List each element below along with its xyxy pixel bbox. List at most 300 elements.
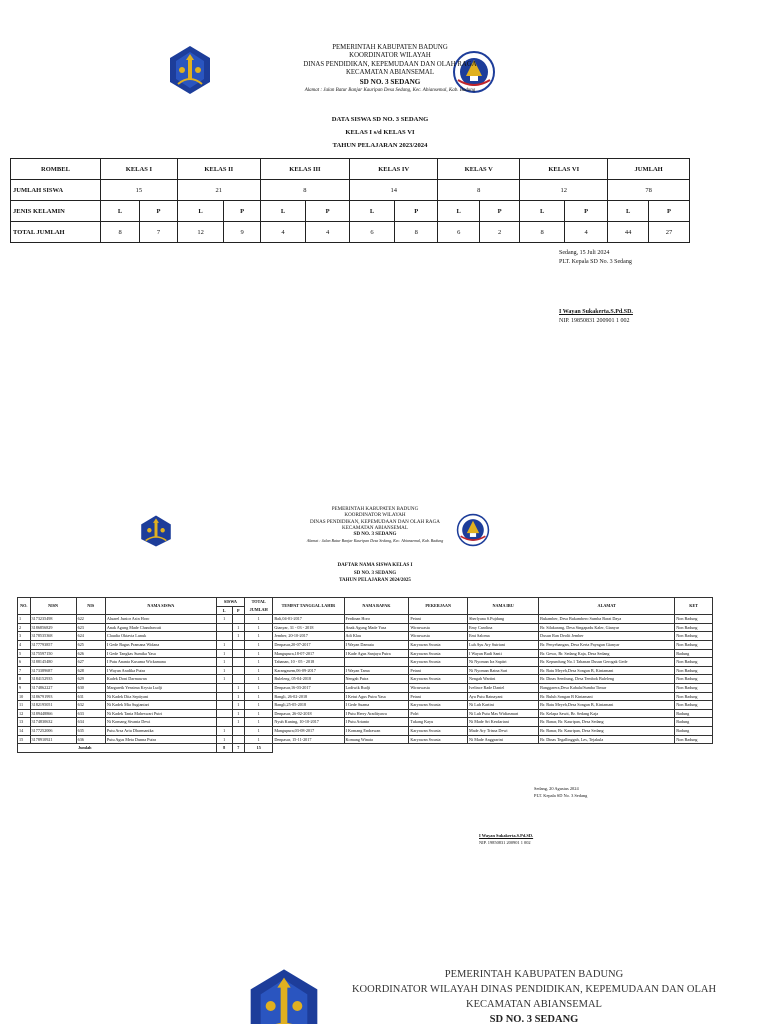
col-nama: NAMA SISWA	[105, 598, 216, 615]
total-cell: 7	[140, 222, 178, 243]
total-cell: 8	[395, 222, 438, 243]
row-nisn: 3177793857	[30, 640, 76, 649]
col-l: L	[216, 606, 232, 615]
row-pekerjaan: Karyawan Swasta	[409, 675, 468, 684]
row-ket: Badung	[675, 718, 713, 727]
row-nis: 632	[76, 701, 105, 710]
row-ttl: Karangasem,06-09-2017	[273, 666, 344, 675]
row-nama: I Putu Ananta Kusuma Wickamana	[105, 658, 216, 667]
row-p: 1	[232, 623, 245, 632]
p-cell: P	[649, 201, 690, 222]
row-l: 1	[216, 726, 232, 735]
jumlah-cell: 8	[438, 180, 520, 201]
row-bapak: Komang Winata	[344, 735, 409, 744]
row-no: 10	[18, 692, 31, 701]
sign-date: Sedang, 15 Juli 2024	[559, 250, 610, 256]
summary-title-line1: DATA SISWA SD NO. 3 SEDANG	[331, 116, 429, 123]
col-total: TOTAL	[245, 598, 273, 606]
jumlah-cell: 78	[608, 180, 690, 201]
header2-kecamatan: KECAMATAN ABIANSEMAL	[342, 525, 408, 532]
summary-title-line3: TAHUN PELAJARAN 2023/2024	[332, 142, 428, 149]
p-cell: P	[140, 201, 178, 222]
row-no: 15	[18, 735, 31, 744]
jumlah-cell: 15	[101, 180, 178, 201]
row-no: 14	[18, 726, 31, 735]
row-nis: 635	[76, 726, 105, 735]
row-no: 6	[18, 658, 31, 667]
header2-address: Alamat : Jalan Batur Banjar Kauripan Desa Sedang, Kec. Abiansemal, Kab. Badung	[306, 537, 444, 543]
row-ttl: Denpasar, 26-02-2018	[273, 709, 344, 718]
row-nama: Ni Kadek Dita Septiyani	[105, 692, 216, 701]
col-ttl: TEMPAT TANGGAL LAHIR	[273, 598, 344, 615]
row-nisn: 3174862227	[30, 683, 76, 692]
row-no: 12	[18, 709, 31, 718]
row-ibu: Ni Luh Putu Mas Widiasmari	[468, 709, 539, 718]
table-row	[18, 692, 713, 701]
row-ttl: Tabanan, 10 - 05 - 2018	[273, 658, 344, 667]
row-l: 1	[216, 675, 232, 684]
row-nisn: 3178535368	[30, 632, 76, 641]
row-ket: Non Badung	[675, 666, 713, 675]
p-cell: P	[395, 201, 438, 222]
row-nama: Aluarel Junior Asin Horo	[105, 615, 216, 624]
l-cell: L	[177, 201, 224, 222]
total-cell: 6	[350, 222, 395, 243]
row-nis: 626	[76, 649, 105, 658]
table-row	[18, 718, 713, 727]
col-no: NO.	[18, 598, 31, 615]
row-p	[232, 649, 245, 658]
table-row	[18, 701, 713, 710]
table-row	[18, 726, 713, 735]
row-nis: 634	[76, 718, 105, 727]
row-pekerjaan: Wiraswasta	[409, 632, 468, 641]
total-cell: 9	[224, 222, 260, 243]
table-row	[18, 683, 713, 692]
row-l: 1	[216, 666, 232, 675]
row-bapak: I Ketut Agus Putra Yasa	[344, 692, 409, 701]
row-alamat: Br. Buluh Songan B Kintamani	[539, 692, 675, 701]
footer-empty	[273, 744, 713, 753]
row-ket: Non Badung	[675, 658, 713, 667]
row-jumlah: 1	[245, 726, 273, 735]
row-nama: Ni Kadek Tania Maheswari Putri	[105, 709, 216, 718]
total-cell: 4	[306, 222, 350, 243]
row-p: 1	[232, 683, 245, 692]
row-alamat: Br. Banar, Br. Kauripan, Desa Sedang	[539, 718, 675, 727]
jumlah-label: JUMLAH SISWA	[11, 180, 101, 201]
row-pekerjaan: Karyawan Swasta	[409, 726, 468, 735]
row-ket: Non Badung	[675, 692, 713, 701]
row-nisn: 3173389687	[30, 666, 76, 675]
row-ibu: Made Ary Trisna Dewi	[468, 726, 539, 735]
row-no: 7	[18, 666, 31, 675]
row-jumlah: 1	[245, 718, 273, 727]
row-nisn: 3186791993	[30, 692, 76, 701]
row-alamat: Br. Batu Meyeh,Desa Songan B, Kintamani	[539, 701, 675, 710]
rombel-label: ROMBEL	[11, 159, 101, 180]
table-row	[18, 640, 713, 649]
col-nisn: NISN	[30, 598, 76, 615]
row-ttl: Mangupura,18-07-2017	[273, 649, 344, 658]
col-pekerjaan: PEKERJAAN	[409, 598, 468, 615]
l-cell: L	[101, 201, 140, 222]
row-pekerjaan: Karyawan Swasta	[409, 701, 468, 710]
row-nisn: 3174830632	[30, 718, 76, 727]
row-bapak: I Putu Herry Aradityawa	[344, 709, 409, 718]
row-alamat: Br. Banar, Br. Kauripan, Desa Sedang	[539, 726, 675, 735]
school-header-2	[230, 506, 520, 543]
row-nis: 625	[76, 640, 105, 649]
row-jumlah: 1	[245, 735, 273, 744]
row-nama: I Gede Tangkas Sumika Yasa	[105, 649, 216, 658]
row-no: 9	[18, 683, 31, 692]
class-header: JUMLAH	[608, 159, 690, 180]
row-ibu: I Wayan Budi Santi	[468, 649, 539, 658]
row-p: 1	[232, 632, 245, 641]
col-alamat: ALAMAT	[539, 598, 675, 615]
jumlah-row	[11, 180, 690, 201]
row-pekerjaan: Wiraswasta	[409, 683, 468, 692]
row-ibu: Emi Saloma	[468, 632, 539, 641]
row-nama: Putu Arsa Ariu Dharmanika	[105, 726, 216, 735]
row-nisn: 3189448866	[30, 709, 76, 718]
footer-total: 15	[245, 744, 273, 753]
jumlah-cell: 12	[520, 180, 608, 201]
row-pekerjaan: Petani	[409, 692, 468, 701]
row-bapak: I Wayan Damuta	[344, 640, 409, 649]
row-nama: Ni Kadek Mia Sugiantari	[105, 701, 216, 710]
row-ttl: Denpasar,20-07-2017	[273, 640, 344, 649]
total-cell: 12	[177, 222, 224, 243]
row-ket: Badung	[675, 726, 713, 735]
l-cell: L	[520, 201, 565, 222]
total-label: TOTAL JUMLAH	[11, 222, 101, 243]
row-p	[232, 615, 245, 624]
row-ibu: Nengah Wartini	[468, 675, 539, 684]
sign2-nip: NIP. 19850831 200901 1 002	[479, 839, 531, 845]
table-row	[18, 623, 713, 632]
total-cell: 44	[608, 222, 649, 243]
row-ket: Badung	[675, 649, 713, 658]
jumlah-cell: 8	[260, 180, 349, 201]
header2-dinas: DINAS PENDIDIKAN, KEPEMUDAAN DAN OLAH RAGA	[310, 518, 440, 525]
jumlah-cell: 14	[350, 180, 438, 201]
table-row	[18, 632, 713, 641]
row-alamat: Br. Gewo, Br. Sedang Kaja, Desa Sedang	[539, 649, 675, 658]
row-l: 1	[216, 658, 232, 667]
sign2-role: PLT. Kepala SD No. 3 Sedang	[534, 792, 588, 798]
table-row	[18, 666, 713, 675]
row-alamat: Br. Batu Meyeh,Desa Songan B, Kintamani	[539, 666, 675, 675]
l-cell: L	[438, 201, 480, 222]
row-nisn: 3184152935	[30, 675, 76, 684]
row-no: 13	[18, 718, 31, 727]
row-l: 1	[216, 649, 232, 658]
row-ibu: Ivelince Rade Daniel	[468, 683, 539, 692]
row-nis: 630	[76, 683, 105, 692]
row-ibu: Ni Nyoman Ira Sapitri	[468, 658, 539, 667]
row-ttl: Jember, 20-10-2017	[273, 632, 344, 641]
table-row	[18, 709, 713, 718]
header-kecamatan: KECAMATAN ABIANSEMAL	[345, 69, 434, 77]
row-ket: Non Badung	[675, 640, 713, 649]
row-pekerjaan: Polri	[409, 709, 468, 718]
table-row	[18, 649, 713, 658]
row-ibu: Ni Luh Kartini	[468, 701, 539, 710]
row-alamat: Br. Penyebangan, Desa Kerta Payngan Gianyar	[539, 640, 675, 649]
row-ttl: Gianyar, 31 - 03 - 2018	[273, 623, 344, 632]
row-nama: Margaretk Yensima Krysta Ludji	[105, 683, 216, 692]
row-bapak: I Kade Agus Sanjaya Putra	[344, 649, 409, 658]
class-header: KELAS I	[101, 159, 178, 180]
row-p: 1	[232, 718, 245, 727]
row-jumlah: 1	[245, 632, 273, 641]
student-title-line2: SD NO. 3 SEDANG	[353, 570, 397, 576]
col-bapak: NAMA BAPAK	[344, 598, 409, 615]
row-p	[232, 675, 245, 684]
signature-name-block-1	[559, 308, 633, 326]
header2-korwil: KOORDINATOR WILAYAH	[344, 512, 406, 519]
row-l	[216, 623, 232, 632]
p-cell: P	[306, 201, 350, 222]
row-jumlah: 1	[245, 701, 273, 710]
row-jumlah: 1	[245, 683, 273, 692]
header3-korwil: KOORDINATOR WILAYAH DINAS PENDIDIKAN, KEPEMUDAAN DAN OLAH	[351, 984, 717, 995]
row-nama: Anak Agung Made Chandrawati	[105, 623, 216, 632]
row-nisn: 3188145480	[30, 658, 76, 667]
header-gov: PEMERINTAH KABUPATEN BADUNG	[332, 44, 448, 51]
jk-label: JENIS KELAMIN	[11, 201, 101, 222]
row-p	[232, 726, 245, 735]
row-ket: Non Badung	[675, 615, 713, 624]
footer-label: Jumlah	[18, 744, 217, 753]
row-l	[216, 701, 232, 710]
sign-name: I Wayan Sukakerta.S.Pd.SD.	[559, 309, 633, 315]
row-l: 1	[216, 640, 232, 649]
row-nisn: 3178910921	[30, 735, 76, 744]
col-jumlah: JUMLAH	[245, 606, 273, 615]
row-ttl: Bali,04-01-2017	[273, 615, 344, 624]
row-alamat: Br. Kelapa Sawit, Br. Sedang Kaja	[539, 709, 675, 718]
row-p	[232, 658, 245, 667]
class-header: KELAS III	[260, 159, 349, 180]
row-bapak: I Gede Suama	[344, 701, 409, 710]
p-cell: P	[224, 201, 260, 222]
row-ibu: Ni Nyoman Ratna Sari	[468, 666, 539, 675]
total-cell: 8	[520, 222, 565, 243]
row-ket: Badung	[675, 709, 713, 718]
student-header-row	[18, 598, 713, 606]
row-p	[232, 666, 245, 675]
row-l	[216, 709, 232, 718]
row-jumlah: 1	[245, 692, 273, 701]
row-alamat: Br. Dinas Tegallinggah, Les, Tejakula	[539, 735, 675, 744]
row-nama: Kadek Doni Darmawan	[105, 675, 216, 684]
p-cell: P	[480, 201, 520, 222]
summary-title	[180, 113, 580, 152]
row-ket: Non Badung	[675, 683, 713, 692]
row-nama: I Wayan Aradika Putra	[105, 666, 216, 675]
sign-role: PLT. Kepala SD No. 3 Sedang	[559, 259, 632, 265]
sign2-name: I Wayan Sukakerta.S.Pd.SD.	[479, 833, 534, 838]
table-row	[18, 675, 713, 684]
student-footer-row	[18, 744, 713, 753]
row-nisn: 3182195051	[30, 701, 76, 710]
col-p: P	[232, 606, 245, 615]
row-p: 1	[232, 692, 245, 701]
row-jumlah: 1	[245, 623, 273, 632]
student-title-line3: TAHUN PELAJARAN 2024/2025	[339, 578, 411, 584]
row-pekerjaan: Petani	[409, 615, 468, 624]
header3-kecamatan: KECAMATAN ABIANSEMAL	[466, 999, 602, 1010]
row-alamat: Bukamber, Desa Bukambero Sumba Barat Daya	[539, 615, 675, 624]
class-header: KELAS II	[177, 159, 260, 180]
header-address: Alamat : Jalan Batur Banjar Kauripan Desa Sedang, Kec. Abiansemal, Kab. Badung	[304, 87, 476, 93]
row-ttl: Buleleng, 05-04-2018	[273, 675, 344, 684]
class-header: KELAS V	[438, 159, 520, 180]
row-l	[216, 692, 232, 701]
row-bapak: I Wayan Tama	[344, 666, 409, 675]
row-nisn: 3177252006	[30, 726, 76, 735]
row-ibu: Luh Ayu Ary Sutriani	[468, 640, 539, 649]
row-pekerjaan: Karyawan Swasta	[409, 735, 468, 744]
total-cell: 4	[260, 222, 305, 243]
row-nis: 623	[76, 623, 105, 632]
row-nis: 629	[76, 675, 105, 684]
row-l: 1	[216, 735, 232, 744]
row-ket: Non Badung	[675, 701, 713, 710]
row-nisn: 3175597150	[30, 649, 76, 658]
summary-table	[10, 158, 690, 243]
row-no: 2	[18, 623, 31, 632]
row-ket: Non Badung	[675, 623, 713, 632]
row-nis: 631	[76, 692, 105, 701]
row-nis: 636	[76, 735, 105, 744]
row-alamat: Banggarera,Desa Kabalu/Sumba Timur	[539, 683, 675, 692]
jenis-kelamin-row	[11, 201, 690, 222]
row-jumlah: 1	[245, 658, 273, 667]
signature-block-2	[534, 786, 587, 799]
row-no: 1	[18, 615, 31, 624]
table-row	[18, 615, 713, 624]
row-jumlah: 1	[245, 675, 273, 684]
row-pekerjaan: Wiraswasta	[409, 623, 468, 632]
footer-l: 8	[216, 744, 232, 753]
sign2-date: Sedang, 20 Agustus 2024	[534, 786, 579, 791]
row-bapak: Lodiwik Rudji	[344, 683, 409, 692]
signature-block-1	[559, 249, 632, 267]
row-p: 1	[232, 701, 245, 710]
row-pekerjaan: Tukang Kayu	[409, 718, 468, 727]
row-alamat: Br. Dinas Sembung, Desa Tembok Buleleng	[539, 675, 675, 684]
row-no: 3	[18, 632, 31, 641]
student-list-title	[230, 562, 520, 585]
row-ibu: Emy Carolina	[468, 623, 539, 632]
sign-nip: NIP. 19850831 200901 1 002	[559, 318, 630, 324]
header-korwil: KOORDINATOR WILAYAH	[349, 52, 431, 60]
school-header	[200, 44, 580, 94]
row-bapak: I Putu Arianto	[344, 718, 409, 727]
row-nama: Putu Agus Meta Dunna Putra	[105, 735, 216, 744]
class-header: KELAS VI	[520, 159, 608, 180]
row-nis: 627	[76, 658, 105, 667]
total-cell: 8	[101, 222, 140, 243]
p-cell: P	[565, 201, 608, 222]
school-header-3	[344, 967, 724, 1027]
row-no: 5	[18, 649, 31, 658]
total-cell: 6	[438, 222, 480, 243]
badung-logo-large	[244, 966, 324, 1024]
row-bapak: Adi Klau	[344, 632, 409, 641]
l-cell: L	[350, 201, 395, 222]
row-ibu: Sherlyana S.Pujdung	[468, 615, 539, 624]
row-p: 1	[232, 709, 245, 718]
row-jumlah: 1	[245, 666, 273, 675]
col-ket: KET	[675, 598, 713, 615]
row-nisn: 3186856829	[30, 623, 76, 632]
total-cell: 4	[565, 222, 608, 243]
row-pekerjaan: Karyawan Swasta	[409, 658, 468, 667]
summary-header-row	[11, 159, 690, 180]
row-nis: 622	[76, 615, 105, 624]
header2-gov: PEMERINTAH KABUPATEN BADUNG	[331, 506, 419, 512]
row-nis: 633	[76, 709, 105, 718]
row-nis: 628	[76, 666, 105, 675]
row-nama: Ni Komang Sivania Dewi	[105, 718, 216, 727]
row-l	[216, 632, 232, 641]
header3-school: SD NO. 3 SEDANG	[489, 1014, 579, 1025]
header-dinas: DINAS PENDIDIKAN, KEPEMUDAAN DAN OLAH RAGA	[303, 60, 477, 68]
l-cell: L	[260, 201, 305, 222]
row-nisn: 3173235498	[30, 615, 76, 624]
col-siswa: SISWA	[216, 598, 244, 607]
total-cell: 27	[649, 222, 690, 243]
badung-logo-small	[138, 514, 174, 548]
row-ibu: Ni Made Sri Kesdariani	[468, 718, 539, 727]
row-bapak: I Komang Endrawan	[344, 726, 409, 735]
jumlah-cell: 21	[177, 180, 260, 201]
row-jumlah: 1	[245, 709, 273, 718]
row-l	[216, 683, 232, 692]
footer-p: 7	[232, 744, 245, 753]
signature-name-block-2	[479, 833, 533, 846]
row-alamat: Br. Silakarang, Desa Singapadu Kaler, Gianyar	[539, 623, 675, 632]
row-pekerjaan: Karyawan Swasta	[409, 649, 468, 658]
row-jumlah: 1	[245, 615, 273, 624]
row-ibu: Ni Made Anggrarini	[468, 735, 539, 744]
row-alamat: Dusun Ran Deolit Jember	[539, 632, 675, 641]
row-p	[232, 640, 245, 649]
row-no: 4	[18, 640, 31, 649]
row-ttl: Bangli,25-05-2018	[273, 701, 344, 710]
col-ibu: NAMA IBU	[468, 598, 539, 615]
row-nama: Claudia Oktavia Lunuk	[105, 632, 216, 641]
row-ttl: Bangli, 26-02-2018	[273, 692, 344, 701]
row-jumlah: 1	[245, 640, 273, 649]
row-l: 1	[216, 615, 232, 624]
row-bapak: Nengah Putra	[344, 675, 409, 684]
row-ket: Non Badung	[675, 632, 713, 641]
total-cell: 2	[480, 222, 520, 243]
row-ttl: Denpasar,16-03-2017	[273, 683, 344, 692]
student-title-line1: DAFTAR NAMA SISWA KELAS I	[337, 563, 413, 568]
row-alamat: Br. Kepundung No.1 Tabanan Dusun Gerogak Gede	[539, 658, 675, 667]
l-cell: L	[608, 201, 649, 222]
table-row	[18, 658, 713, 667]
row-l	[216, 718, 232, 727]
row-bapak: Anak Agung Made Yasa	[344, 623, 409, 632]
